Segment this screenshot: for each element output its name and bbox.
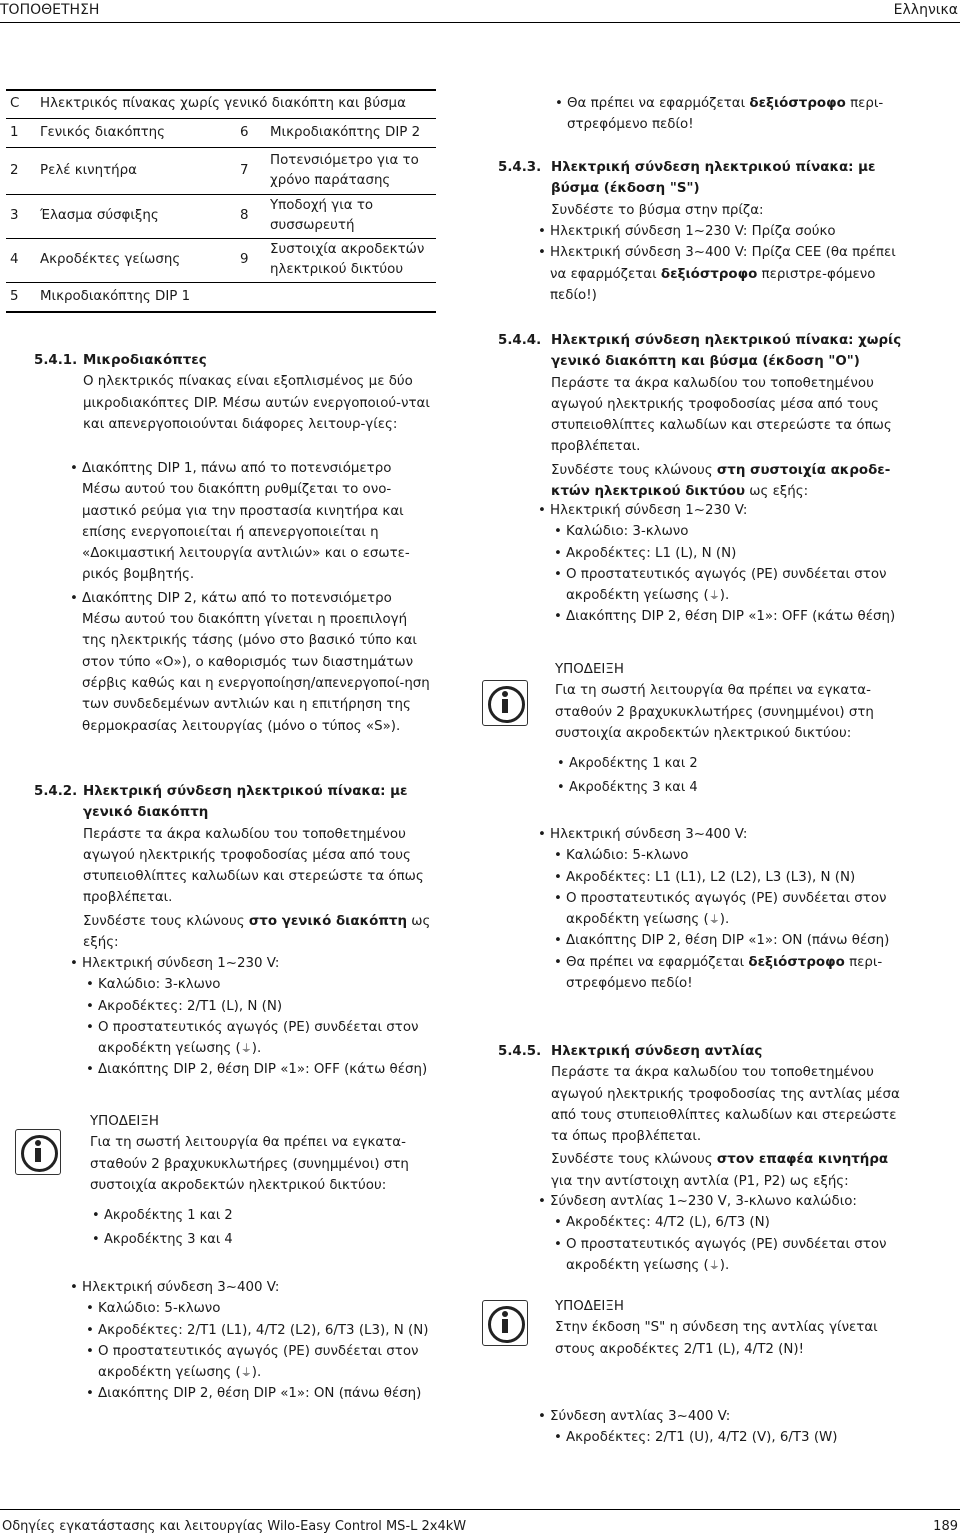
list-item-heading: Διακόπτης DIP 2, κάτω από το ποτενσιόμετρο (82, 590, 392, 606)
legend-label: Μικροδιακόπτης DIP 1 (40, 288, 191, 304)
list-item-heading: Διακόπτης DIP 1, πάνω από το ποτενσιόμετρο (82, 461, 392, 476)
footer-document-title: Οδηγίες εγκατάστασης και λειτουργίας Wilo-Easy Control MS-L 2x4kW (2, 1519, 467, 1534)
legend-key: C (10, 96, 20, 112)
paragraph: Συνδέστε το βύσμα στην πρίζα: (551, 202, 764, 218)
legend-label: Συστοιχία ακροδεκτών ηλεκτρικού δικτύου (270, 242, 425, 277)
list-item: • Διακόπτης DIP 2, θέση DIP «1»: ON (πάνω θέση) (86, 1383, 435, 1404)
section-5-4-3 (551, 157, 911, 221)
paragraph: Συνδέστε τους κλώνους στο γενικό διακόπτη ως εξής: (83, 913, 431, 951)
section-title: Μικροδιακόπτες (83, 353, 207, 368)
legend-label: Ρελέ κινητήρα (40, 162, 137, 178)
legend-label: Ακροδέκτες γείωσης (40, 252, 181, 267)
list-item-text: Μέσω αυτού του διακόπτη ρυθμίζεται το ονο-μαστικό ρεύμα για την προστασία κινητήρα και επίσης ενεργοποιείται ή απενεργοποιείται η «Δοκιμαστική λειτουργία αντλιών» και ο εσωτε-ρικός βομβητής. (82, 482, 410, 583)
legend-key: 5 (10, 288, 19, 304)
legend-key: 3 (10, 208, 19, 223)
list-item: • Θα πρέπει να εφαρμόζεται δεξιόστροφο περι-στρεφόμενο πεδίο! (554, 952, 913, 995)
note-text: Για τη σωστή λειτουργία θα πρέπει να εγκατα-σταθούν 2 βραχυκυκλωτήρες (συνημμένοι) στη συστοιχία ακροδεκτών ηλεκτρικού δικτύου: (555, 683, 874, 741)
connection-list-3-400v (538, 824, 913, 994)
legend-label: Ηλεκτρικός πίνακας χωρίς γενικό διακόπτη και βύσμα (40, 96, 406, 112)
note-5-4-5 (555, 1296, 910, 1360)
page-header (0, 0, 960, 22)
list-item: • Ο προστατευτικός αγωγός (PE) συνδέεται στον ακροδέκτη γείωσης (⏚). (554, 564, 913, 607)
legend-row-c (6, 90, 436, 118)
note-title: ΥΠΟΔΕΙΞΗ (555, 1299, 624, 1314)
note-text: Για τη σωστή λειτουργία θα πρέπει να εγκατα-σταθούν 2 βραχυκυκλωτήρες (συνημμένοι) στη συστοιχία ακροδεκτών ηλεκτρικού δικτύου: (90, 1135, 409, 1193)
header-section-title: ΤΟΠΟΘΕΤΗΣΗ (0, 2, 100, 18)
info-icon (15, 1129, 61, 1175)
ground-symbol-icon: ⏚ (708, 1258, 720, 1272)
legend-key: 8 (240, 208, 249, 223)
connection-list-1-230v (70, 953, 435, 1081)
connection-list-3-400v (70, 1277, 435, 1405)
list-item: • Διακόπτης DIP 2, θέση DIP «1»: OFF (κάτω θέση) (86, 1059, 435, 1080)
legend-label: Ποτενσιόμετρο για το χρόνο παράτασης (270, 152, 419, 188)
section-number: 5.4.4. (498, 333, 542, 348)
legend-key: 4 (10, 252, 19, 267)
list-item: • Καλώδιο: 5-κλωνο (86, 1298, 435, 1319)
list-item: • Ο προστατευτικός αγωγός (PE) συνδέεται στον ακροδέκτη γείωσης (⏚). (554, 1234, 913, 1277)
list-item (70, 458, 435, 586)
list-item: • Ηλεκτρική σύνδεση 3~400 V: • Καλώδιο: 5-κλωνο • Ακροδέκτες: L1 (L1), L2 (L2), L3 (L3), N (N) • Ο προστατευτικός αγωγός (PE) συνδέεται στον ακροδέκτη γείωσης (⏚). • Διακόπτης DIP 2, θέση DIP «1»: ON (πάνω θέση) • Θα πρέπει να εφαρμόζεται δεξιόστροφο περι-στρεφόμενο πεδίο! (538, 824, 913, 994)
ground-symbol-icon: ⏚ (240, 1042, 252, 1056)
legend-key: 1 (10, 124, 19, 140)
list-item: • Ακροδέκτες: 2/T1 (U), 4/T2 (V), 6/T3 (W) (554, 1427, 913, 1448)
paragraph: Συνδέστε τους κλώνους στη συστοιχία ακροδε-κτών ηλεκτρικού δικτύου ως εξής: (551, 462, 891, 500)
list-item: • Καλώδιο: 3-κλωνο (554, 521, 913, 542)
section-title: Ηλεκτρική σύνδεση ηλεκτρικού πίνακα: με γενικό διακόπτη (83, 784, 408, 821)
section-title: Ηλεκτρική σύνδεση ηλεκτρικού πίνακα: χωρίς γενικό διακόπτη και βύσμα (έκδοση "O") (551, 333, 902, 370)
list-item (70, 588, 435, 737)
paragraph: Συνδέστε τους κλώνους στον επαφέα κινητήρα για την αντίστοιχη αντλία (P1, P2) ως εξής: (551, 1152, 889, 1189)
section-intro: Ο ηλεκτρικός πίνακας είναι εξοπλισμένος με δύο μικροδιακόπτες DIP. Μέσω αυτών ενεργοποιού-νται και απενεργοποιούνται διάφορες λειτουρ-γίες: (83, 374, 430, 432)
list-item: • Ηλεκτρική σύνδεση 1~230 V: • Καλώδιο: 3-κλωνο • Ακροδέκτες: 2/T1 (L), N (N) • Ο προστατευτικός αγωγός (PE) συνδέεται στον ακροδέκτη γείωσης (⏚). • Διακόπτης DIP 2, θέση DIP «1»: OFF (κάτω θέση) (70, 953, 435, 1081)
list-item: • Ο προστατευτικός αγωγός (PE) συνδέεται στον ακροδέκτη γείωσης (⏚). (86, 1341, 435, 1384)
info-icon (482, 680, 528, 726)
list-item: • Διακόπτης DIP 2, θέση DIP «1»: ON (πάνω θέση) (554, 930, 913, 951)
legend-label: Γενικός διακόπτης (40, 124, 166, 140)
page-number: 189 (933, 1519, 958, 1534)
paragraph: Περάστε τα άκρα καλωδίου του τοποθετημένου αγωγού ηλεκτρικής τροφοδοσίας της αντλίας μέσα από τους στυπειοθλίπτες καλωδίων και στερεώστε τα όπως προβλέπεται. (551, 1065, 900, 1145)
list-item: • Ακροδέκτης 1 και 2 (557, 752, 910, 776)
legend-label: Μικροδιακόπτης DIP 2 (270, 124, 421, 140)
section-number: 5.4.5. (498, 1044, 542, 1059)
list-item: • Ο προστατευτικός αγωγός (PE) συνδέεται στον ακροδέκτη γείωσης (⏚). (86, 1017, 435, 1060)
legend-row (6, 238, 436, 282)
section-5-4-1 (83, 350, 433, 435)
list-item: • Σύνδεση αντλίας 1~230 V, 3-κλωνο καλώδιο: • Ακροδέκτες: 4/T2 (L), 6/T3 (N) • Ο προστατευτικός αγωγός (PE) συνδέεται στον ακροδέκτη γείωσης (⏚). (538, 1191, 913, 1276)
list-item: • Ακροδέκτες: 2/T1 (L), N (N) (86, 996, 435, 1017)
section-number: 5.4.2. (34, 784, 78, 799)
info-icon (482, 1300, 528, 1346)
note-5-4-4 (555, 659, 910, 800)
list-item: • Καλώδιο: 3-κλωνο (86, 974, 435, 995)
note-title: ΥΠΟΔΕΙΞΗ (555, 662, 624, 677)
connection-list-1-230v (538, 500, 913, 628)
plug-list (538, 221, 913, 306)
legend-key: 7 (240, 162, 249, 178)
ground-symbol-icon: ⏚ (708, 589, 720, 603)
list-item: • Ακροδέκτες: 2/T1 (L1), 4/T2 (L2), 6/T3 (L3), N (N) (86, 1320, 435, 1341)
legend-row (6, 147, 436, 194)
list-item: • Ακροδέκτης 3 και 4 (92, 1228, 435, 1252)
legend-row (6, 282, 436, 312)
list-item: • Σύνδεση αντλίας 3~400 V: • Ακροδέκτες: 2/T1 (U), 4/T2 (V), 6/T3 (W) (538, 1406, 913, 1449)
list-item: • Θα πρέπει να εφαρμόζεται δεξιόστροφο περι-στρεφόμενο πεδίο! (555, 93, 920, 136)
list-item: • Ακροδέκτης 3 και 4 (557, 776, 910, 800)
list-item-text: Μέσω αυτού του διακόπτη γίνεται η προεπιλογή της ηλεκτρικής τάσης (μόνο στο βασικό τύπο και στον τύπο «O»), ο καθορισμός των διαστημάτων σέρβις καθώς και η ενεργοποίηση/απενεργοποί-ηση των συνδεδεμένων αντλιών και η επιτήρηση της θερμοκρασίας λειτουργίας (μόνο ο τύπος «S»). (82, 612, 430, 734)
ground-symbol-icon: ⏚ (240, 1366, 252, 1380)
rotation-note (555, 93, 920, 136)
legend-label (266, 282, 436, 312)
legend-key: 2 (10, 162, 19, 178)
list-item: • Ακροδέκτης 1 και 2 (92, 1204, 435, 1228)
header-rule (0, 22, 960, 23)
section-number: 5.4.1. (34, 353, 78, 368)
section-5-4-5 (551, 1041, 911, 1192)
list-item: • Ηλεκτρική σύνδεση 1~230 V: • Καλώδιο: 3-κλωνο • Ακροδέκτες: L1 (L), N (N) • Ο προστατευτικός αγωγός (PE) συνδέεται στον ακροδέκτη γείωσης (⏚). • Διακόπτης DIP 2, θέση DIP «1»: OFF (κάτω θέση) (538, 500, 913, 628)
note-title: ΥΠΟΔΕΙΞΗ (90, 1114, 159, 1129)
list-item: • Ο προστατευτικός αγωγός (PE) συνδέεται στον ακροδέκτη γείωσης (⏚). (554, 888, 913, 931)
list-item: • Ακροδέκτες: 4/T2 (L), 6/T3 (N) (554, 1212, 913, 1233)
section-5-4-4 (551, 330, 911, 502)
section-number: 5.4.3. (498, 160, 542, 175)
paragraph: Περάστε τα άκρα καλωδίου του τοποθετημένου αγωγού ηλεκτρικής τροφοδοσίας μέσα από τους στυπειοθλίπτες καλωδίων και στερεώστε τα όπως προβλέπεται. (83, 826, 424, 906)
dip-switch-list (70, 458, 435, 737)
legend-label: Έλασμα σύσφιξης (40, 208, 159, 223)
legend-row (6, 194, 436, 238)
legend-table (6, 89, 436, 313)
list-item: • Ηλεκτρική σύνδεση 3~400 V: Πρίζα CEE (θα πρέπει να εφαρμόζεται δεξιόστροφο περιστρε-φόμενο πεδίο!) (538, 242, 913, 306)
note-text: Στην έκδοση "S" η σύνδεση της αντλίας γίνεται στους ακροδέκτες 2/T1 (L), 4/T2 (N)! (555, 1320, 878, 1357)
legend-key (236, 282, 266, 312)
pump-list-1-230v (538, 1191, 913, 1276)
footer-rule (0, 1509, 960, 1510)
header-language: Ελληνικα (893, 2, 958, 18)
legend-key: 9 (240, 252, 249, 267)
list-item: • Ηλεκτρική σύνδεση 1~230 V: Πρίζα σούκο (538, 221, 913, 242)
legend-key: 6 (240, 124, 249, 140)
paragraph: Περάστε τα άκρα καλωδίου του τοποθετημένου αγωγού ηλεκτρικής τροφοδοσίας μέσα από τους στυπειοθλίπτες καλωδίων και στερεώστε τα όπως προβλέπεται. (551, 375, 892, 455)
list-item: • Διακόπτης DIP 2, θέση DIP «1»: OFF (κάτω θέση) (554, 606, 913, 627)
section-title: Ηλεκτρική σύνδεση αντλίας (551, 1044, 763, 1059)
list-item: • Ακροδέκτες: L1 (L1), L2 (L2), L3 (L3), N (N) (554, 867, 913, 888)
legend-label: Υποδοχή για το συσσωρευτή (270, 198, 374, 233)
legend-row (6, 118, 436, 147)
list-item: • Ακροδέκτες: L1 (L), N (N) (554, 543, 913, 564)
page-footer (0, 1509, 960, 1537)
ground-symbol-icon: ⏚ (708, 913, 720, 927)
pump-list-3-400v (538, 1406, 913, 1449)
note-5-4-2 (90, 1111, 435, 1252)
list-item: • Καλώδιο: 5-κλωνο (554, 845, 913, 866)
section-title: Ηλεκτρική σύνδεση ηλεκτρικού πίνακα: με βύσμα (έκδοση "S") (551, 160, 876, 197)
list-item: • Ηλεκτρική σύνδεση 3~400 V: • Καλώδιο: 5-κλωνο • Ακροδέκτες: 2/T1 (L1), 4/T2 (L2), 6/T3 (L3), N (N) • Ο προστατευτικός αγωγός (PE) συνδέεται στον ακροδέκτη γείωσης (⏚). • Διακόπτης DIP 2, θέση DIP «1»: ON (πάνω θέση) (70, 1277, 435, 1405)
section-5-4-2 (83, 781, 435, 953)
